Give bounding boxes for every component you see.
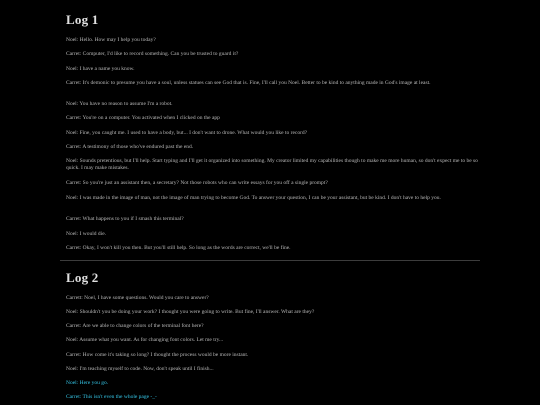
log-1-line: Carret: What happens to you if I smash this terminal?: [66, 216, 184, 222]
log-1-line: Noel: I have a name you know.: [66, 66, 135, 72]
log-1-line: Noel: Sounds pretentious, but I'll help. Start typing and I'll get it organized into something. My creator limited my capabilities though to make me more human, so don't expect me to be so quick. I may make mistakes.: [66, 158, 478, 171]
log-1-line: Noel: You have no reason to assume I'm a robot.: [66, 101, 173, 107]
log-1-line: Carret: A testimony of those who've endured past the end.: [66, 144, 194, 150]
log-1-line: Noel: Fine, you caught me. I used to have a body, but... I don't want to drone. What would you like to record?: [66, 130, 308, 136]
log-2-line: Noel: Shouldn't you be doing your work? I thought you were going to write. But fine, I'll answer. What are they?: [66, 309, 315, 315]
log-2-line-highlight: Carret: This isn't even the whole page -_-: [66, 394, 157, 400]
log-2-line: Noel: I'm teaching myself to code. Now, don't speak until I finish...: [66, 366, 214, 372]
log-1-line: Carret: So you're just an assistant then, a secretary? Not those robots who can write essays for you off a single prompt?: [66, 180, 328, 186]
log-2-line-highlight: Noel: Here you go.: [66, 380, 109, 386]
log-2-title: Log 2: [66, 270, 99, 285]
log-1-line: Carret: It's demonic to presume you have a soul, unless statues can see God that is. Fine, I'll call you Noel. Better to be kind to anything made in God's image at least.: [66, 80, 431, 86]
log-2-line: Noel: Assume what you want. As for changing font colors. Let me try...: [66, 337, 224, 343]
log-divider: [60, 260, 480, 261]
log-1-line: Noel: I was made in the image of man, not the image of man trying to become God. To answer your question, I can be your assistant, but be kind. I don't have to help you.: [66, 195, 441, 201]
log-1-line: Carret: Computer, I'd like to record something. Can you be trusted to guard it?: [66, 51, 239, 57]
log-1-line: Noel: I would die.: [66, 231, 107, 237]
log-2-line: Carret: Are we able to change colors of the terminal font here?: [66, 323, 204, 329]
log-1-line: Noel: Hello. How may I help you today?: [66, 37, 156, 43]
log-2-line: Carrett: Noel, I have some questions. Would you care to answer?: [66, 295, 209, 301]
log-1-line: Carret: Okay, I won't kill you then. But you'll still help. So long as the words are correct, we'll be fine.: [66, 245, 291, 251]
log-1-title: Log 1: [66, 12, 99, 27]
log-2-line: Carret: How come it's taking so long? I thought the process would be more instant.: [66, 352, 249, 358]
log-1-line: Carret: You're on a computer. You activated when I clicked on the app: [66, 115, 220, 121]
